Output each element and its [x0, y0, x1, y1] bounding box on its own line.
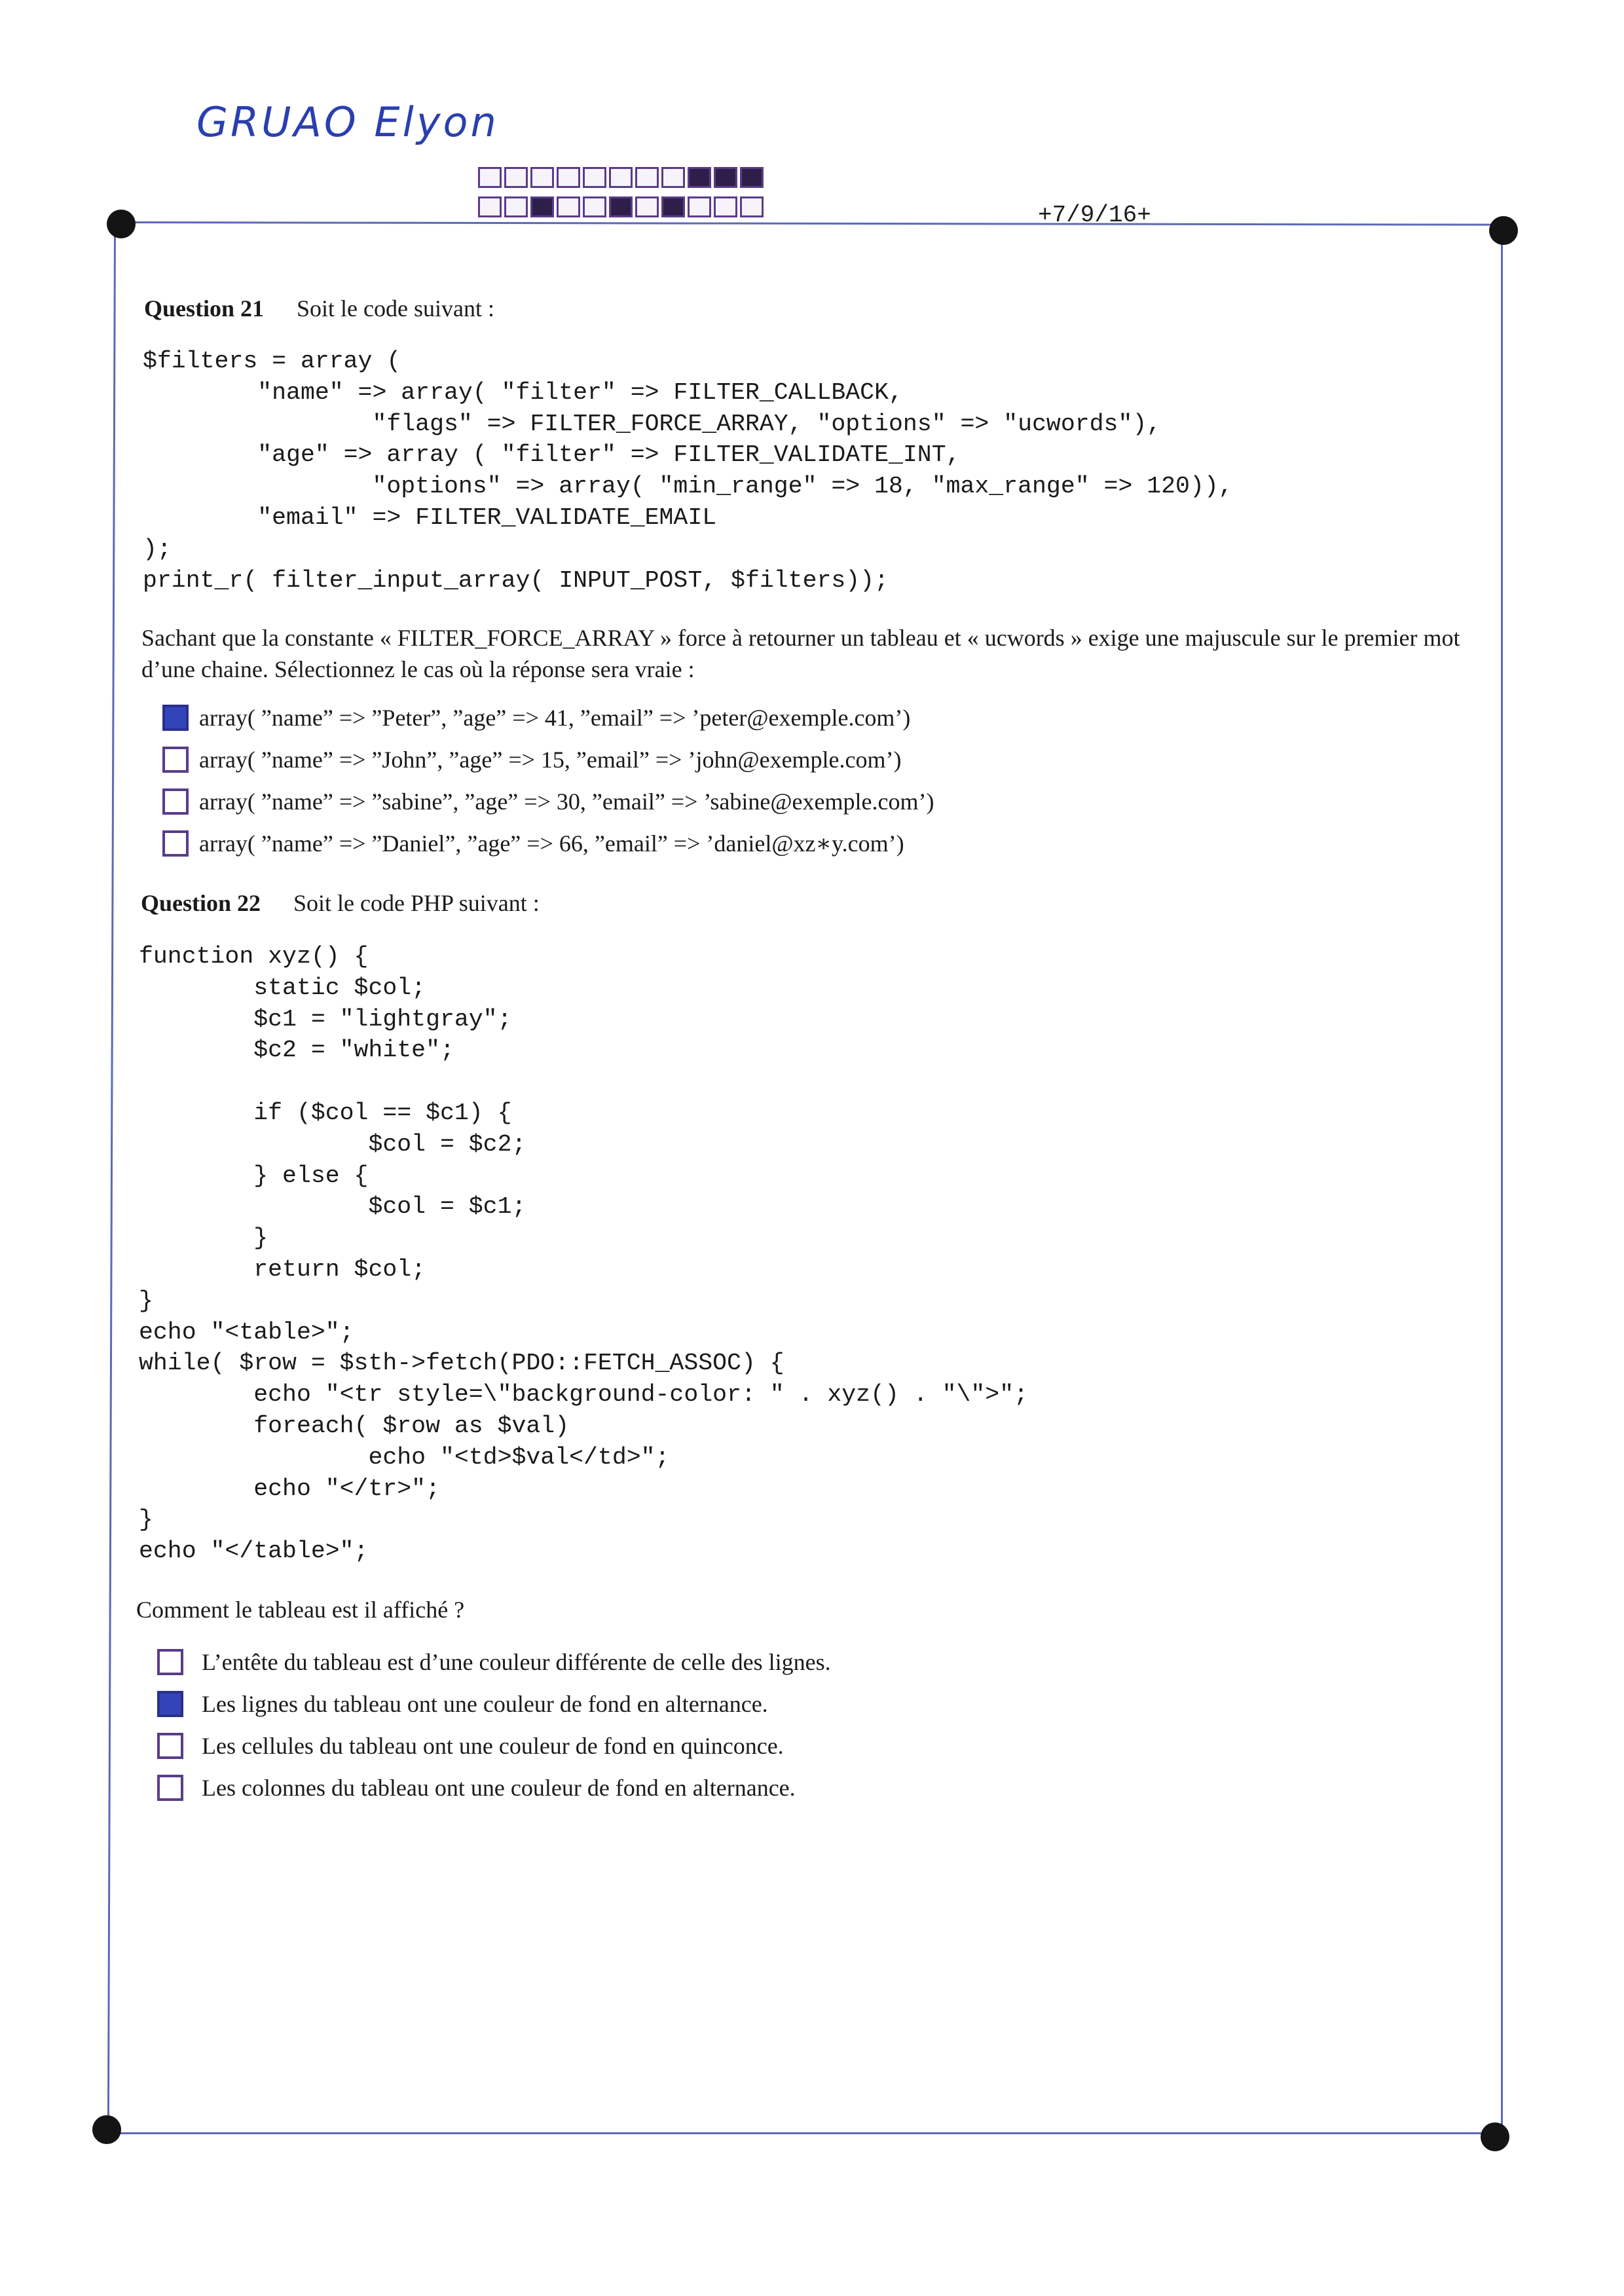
student-name-handwritten: GRUAO Elyon	[196, 98, 499, 146]
checkbox[interactable]	[162, 788, 189, 815]
code-grid-cell	[740, 196, 764, 217]
student-code-grid-row2	[478, 196, 766, 217]
corner-dot-bottom-right	[1481, 2122, 1509, 2151]
q21-answer-option[interactable]	[162, 788, 934, 815]
checkbox-checked[interactable]	[162, 705, 189, 731]
code-grid-cell	[714, 167, 737, 188]
answer-label: L’entête du tableau est d’une couleur différente de celle des lignes.	[202, 1649, 831, 1675]
code-grid-cell	[661, 167, 685, 188]
checkbox[interactable]	[162, 830, 189, 857]
answer-label: array( ”name” => ”John”, ”age” => 15, ”email” => ’john@exemple.com’)	[199, 747, 902, 773]
code-grid-cell	[609, 167, 633, 188]
answer-label: Les lignes du tableau ont une couleur de fond en alternance.	[202, 1691, 768, 1717]
question-21-code: $filters = array ( "name" => array( "filter" => FILTER_CALLBACK, "flags" => FILTER_FORCE_ARRAY, "options" => "ucwords"), "age" => array ( "filter" => FILTER_VALIDATE_INT, "options" => array( "min_range" => 18, "max_range" => 120)), "email" => FILTER_VALIDATE_EMAIL ); print_r( filter_input_array( INPUT_POST, $filters));	[143, 348, 1233, 594]
frame-top-line	[121, 221, 1503, 226]
code-grid-cell	[583, 196, 606, 217]
checkbox[interactable]	[157, 1775, 183, 1801]
frame-right-line	[1501, 242, 1503, 2138]
checkbox[interactable]	[162, 747, 189, 773]
code-grid-cell	[714, 196, 737, 217]
frame-bottom-line	[107, 2132, 1495, 2134]
answer-label: Les cellules du tableau ont une couleur de fond en quinconce.	[202, 1733, 784, 1759]
code-grid-cell	[478, 167, 502, 188]
checkbox-checked[interactable]	[157, 1691, 183, 1717]
q22-answer-option[interactable]	[157, 1648, 831, 1676]
code-grid-cell	[530, 167, 554, 188]
frame-left-line	[107, 229, 116, 2125]
answer-label: array( ”name” => ”Daniel”, ”age” => 66, ”email” => ’daniel@xz∗y.com’)	[199, 830, 904, 857]
q21-answer-option[interactable]	[162, 830, 904, 857]
corner-dot-top-right	[1489, 216, 1518, 245]
question-22-code: function xyz() { static $col; $c1 = "lightgray"; $c2 = "white"; if ($col == $c1) { $col = $c2; } else { $col = $c1; } return $col; } echo "<table>"; while( $row = $sth->fetch(PDO::FETCH_ASSOC) { echo "<tr style=\"background-color: " . xyz() . "\">"; foreach( $row as $val) echo "<td>$val</td>"; echo "</tr>"; } echo "</table>";	[139, 943, 1029, 1565]
answer-label: array( ”name” => ”sabine”, ”age” => 30, ”email” => ’sabine@exemple.com’)	[199, 788, 934, 815]
answer-label: array( ”name” => ”Peter”, ”age” => 41, ”email” => ’peter@exemple.com’)	[199, 705, 911, 731]
code-grid-cell	[557, 196, 580, 217]
question-22-number: Question 22	[141, 890, 261, 916]
code-grid-cell	[635, 167, 659, 188]
code-grid-cell	[635, 196, 659, 217]
code-grid-cell	[583, 167, 606, 188]
q22-answer-option[interactable]	[157, 1732, 784, 1760]
q22-answer-option[interactable]	[157, 1690, 768, 1718]
code-grid-cell	[661, 196, 685, 217]
checkbox[interactable]	[157, 1649, 183, 1675]
corner-dot-bottom-left	[92, 2115, 121, 2144]
answer-label: Les colonnes du tableau ont une couleur de fond en alternance.	[202, 1775, 796, 1801]
question-22-title	[141, 889, 540, 917]
corner-dot-top-left	[107, 210, 136, 238]
code-grid-cell	[609, 196, 633, 217]
question-21-number: Question 21	[144, 295, 265, 322]
code-grid-cell	[530, 196, 554, 217]
question-21-text: Sachant que la constante « FILTER_FORCE_ARRAY » force à retourner un tableau et « ucwords » exige une majuscule sur le premier mot d’une chaine. Sélectionnez le cas où la réponse sera vraie :	[141, 625, 1460, 682]
checkbox[interactable]	[157, 1733, 183, 1759]
student-code-grid-row1	[478, 167, 766, 188]
question-22-intro: Soit le code PHP suivant :	[293, 890, 540, 916]
q21-answer-option[interactable]	[162, 746, 902, 773]
question-22-text: Comment le tableau est il affiché ?	[136, 1597, 465, 1623]
code-grid-cell	[688, 196, 711, 217]
q22-answer-option[interactable]	[157, 1774, 796, 1802]
code-grid-cell	[740, 167, 764, 188]
code-grid-cell	[504, 196, 528, 217]
page-identifier: +7/9/16+	[1038, 202, 1151, 229]
code-grid-cell	[478, 196, 502, 217]
code-grid-cell	[688, 167, 711, 188]
code-grid-cell	[504, 167, 528, 188]
code-grid-cell	[557, 167, 580, 188]
question-21-title	[144, 295, 494, 322]
q21-answer-option[interactable]	[162, 704, 910, 731]
question-21-intro: Soit le code suivant :	[297, 295, 494, 322]
